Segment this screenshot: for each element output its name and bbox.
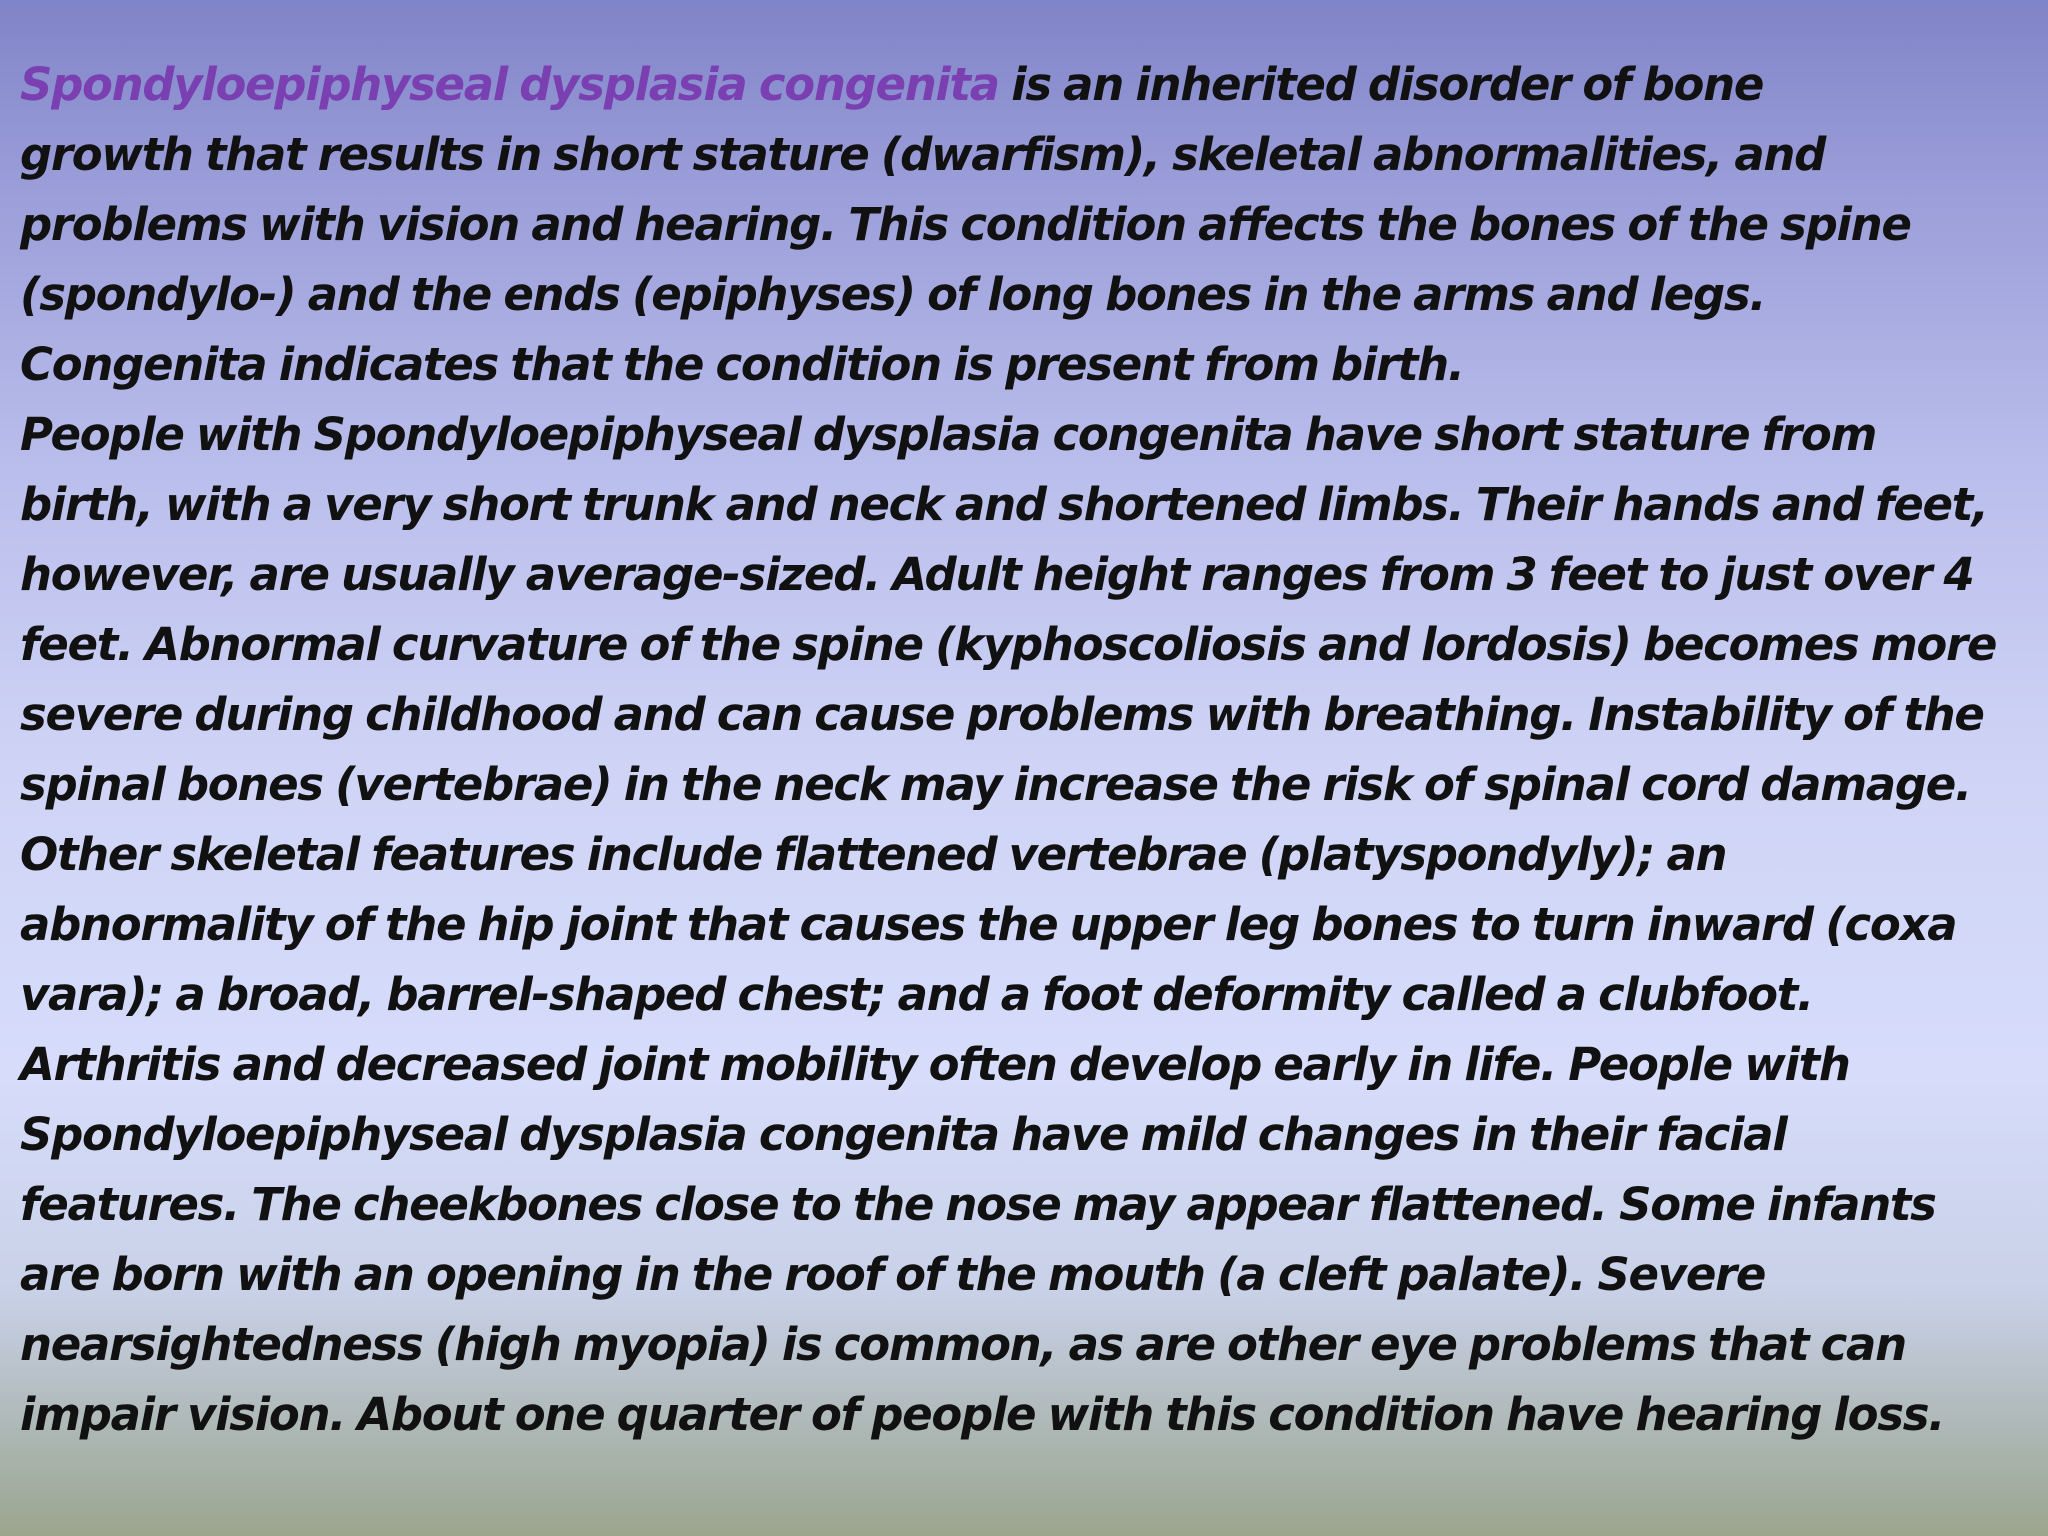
text-line: are born with an opening in the roof of the mouth (a cleft palate). Severe	[20, 1248, 1766, 1301]
text-line: (spondylo-) and the ends (epiphyses) of long bones in the arms and legs.	[20, 268, 1766, 321]
text-line: Spondyloepiphyseal dysplasia congenita have mild changes in their facial	[20, 1108, 1787, 1161]
text-line: abnormality of the hip joint that causes the upper leg bones to turn inward (coxa	[20, 898, 1957, 951]
highlighted-term: Spondyloepiphyseal dysplasia congenita	[20, 58, 999, 111]
text-line: vara); a broad, barrel-shaped chest; and a foot deformity called a clubfoot.	[20, 968, 1813, 1021]
slide-body-text	[20, 50, 2020, 1450]
text-line: birth, with a very short trunk and neck and shortened limbs. Their hands and feet,	[20, 478, 1988, 531]
text-line: however, are usually average-sized. Adult height ranges from 3 feet to just over 4	[20, 548, 1974, 601]
text-line: severe during childhood and can cause problems with breathing. Instability of the	[20, 688, 1984, 741]
text-line: nearsightedness (high myopia) is common, as are other eye problems that can	[20, 1318, 1906, 1371]
text-line: People with Spondyloepiphyseal dysplasia congenita have short stature from	[20, 408, 1877, 461]
text-line: Arthritis and decreased joint mobility often develop early in life. People with	[20, 1038, 1850, 1091]
text-line: impair vision. About one quarter of people with this condition have hearing loss.	[20, 1388, 1945, 1441]
text-line: Congenita indicates that the condition is present from birth.	[20, 338, 1464, 391]
text-line: feet. Abnormal curvature of the spine (kyphoscoliosis and lordosis) becomes more	[20, 618, 1997, 671]
line-text: is an inherited disorder of bone	[998, 58, 1764, 111]
text-line: problems with vision and hearing. This condition affects the bones of the spine	[20, 198, 1911, 251]
text-line: growth that results in short stature (dwarfism), skeletal abnormalities, and	[20, 128, 1826, 181]
text-line: features. The cheekbones close to the nose may appear flattened. Some infants	[20, 1178, 1936, 1231]
text-line: spinal bones (vertebrae) in the neck may increase the risk of spinal cord damage.	[20, 758, 1971, 811]
text-line: Other skeletal features include flattened vertebrae (platyspondyly); an	[20, 828, 1727, 881]
text-line	[20, 50, 2020, 120]
